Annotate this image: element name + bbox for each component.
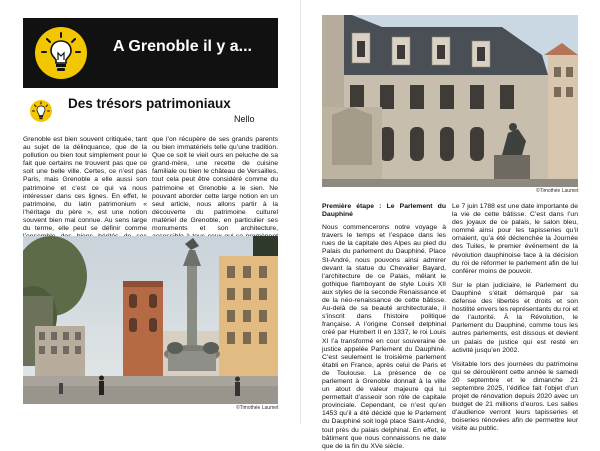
lightbulb-icon [35,27,87,79]
header-banner [23,18,278,88]
photo-credit: ©Timothée Laumet [236,405,279,411]
photo-credit: ©Timothée Laumet [536,188,579,194]
header-title: A Grenoble il y a... [113,38,252,55]
photo-parlement-du-dauphine [322,15,578,187]
article-column-4 [452,203,578,434]
page-gutter [300,0,301,424]
article-title: Des trésors patrimoniaux [68,96,231,111]
lightbulb-icon [30,100,52,122]
paragraph-journees-patrimoine: Visitable lors des journées du patrimoine qui se déroulèrent cette année le samedi 20 septembre et le dimanche 21 septembre 2025, l’édifice fait l’objet d’un projet de rénovation depuis 2020 avec un budget de 21 millions d’euros. Les salles d’audience verront leurs tapisseries et boiseries rénovées afin de permettre leur visite au public. [452,360,578,433]
photo-place-grenette-fountain [23,236,278,404]
article-column-3 [322,203,446,451]
step-heading: Première étape : Le Parlement du Dauphiné [322,203,446,219]
article-author: Nello [234,114,255,124]
paragraph-journee-des-tuiles: Le 7 juin 1788 est une date importante de la vie de cette bâtisse. C’est dans l’un des joyaux de ce palais, le salon bleu, nommé ainsi pour les tapisseries qu’il ornaient, qu’a été déclenchée la Journée des Tuiles, le premier événement de la révolution dauphinoise face à la décision du roi de réformer le parlement afin de lui conférer moins de pouvoir. [452,203,578,275]
paragraph-plan-judiciaire: Sur le plan judiciaire, le Parlement du Dauphiné s’était démarqué par sa défense des libertés et droits et son hostilité envers les représentants du roi et de l’autorité. À la Révolution, le Parlement du Dauphiné, comme tous les autres parlements, est dissous et devient un palais de justice qui est resté en activité jusqu’en 2002. [452,281,578,354]
article-column-2: que l’on récupère de ses grands parents ou bien immatériels telle qu’une tradition. Que ce soit le vieil ours en peluche de sa grand-mère, une recette de cuisine familiale ou bien le château de Versailles, tout cela peut être considéré comme du patrimoine et Grenoble a le sien. Ne pouvant aborder cette large notion en un seul article, nous allons partir à la découverte du patrimoine culturel matériel de Grenoble, en particulier ses monuments et son architecture, [152,136,278,233]
step-paragraph: Nous commencerons notre voyage à travers le temps et l’espace dans les rues de la capitale des Alpes au pied du Palais du parlement du Dauphiné. Place St-André, nous pouvons ainsi admirer devant la statue du Chevalier Bayard, l’architecture de ce Palais, mêlant le gothique flamboyant de style Louis XII aux styles de la seconde Renaissance et de la néo-renaissance de cette bâtisse. Au-delà de sa beauté architecturale, il s’inscrit dans l’histoire politique française. A l’origine Conseil delphinal créé par Humbert II en 1337, le roi Louis XI l’a transformé en cour souveraine de justice appelée Parlement du Dauphiné. C’est seulement le troisième parlement établi en France, après celui de Paris et de Toulouse. La présence de ce parlement à Grenoble donnait à la ville un atout de valeur majeure qui lui permettait d’asseoir son rôle de capitale provinciale. Cependant, ce n’est qu’en 1453 qu’il a été décidé que le Parlement du Dauphiné soit logé place Saint-André, tout près du palais delphinal. En effet, le bâtiment que nous connaissons ne date que de la fin du XVe siècle. [322,224,446,450]
article-column-1: Grenoble est bien souvent critiquée, tant au sujet de la délinquance, que de la pollution ou bien tout simplement pour le fait que certains ne trouvent pas que ce soit une belle ville. Certes, ce n’est pas Paris, mais Grenoble a elle aussi son patrimoine et c’est ce qui va nous intéresser dans ces lignes. En effet, le patrimoine, du latin patrimonium « l’héritage du père », est une notion souvent bien mal connue. Au sens large du terme, elle peut se définir comme [23,136,147,233]
